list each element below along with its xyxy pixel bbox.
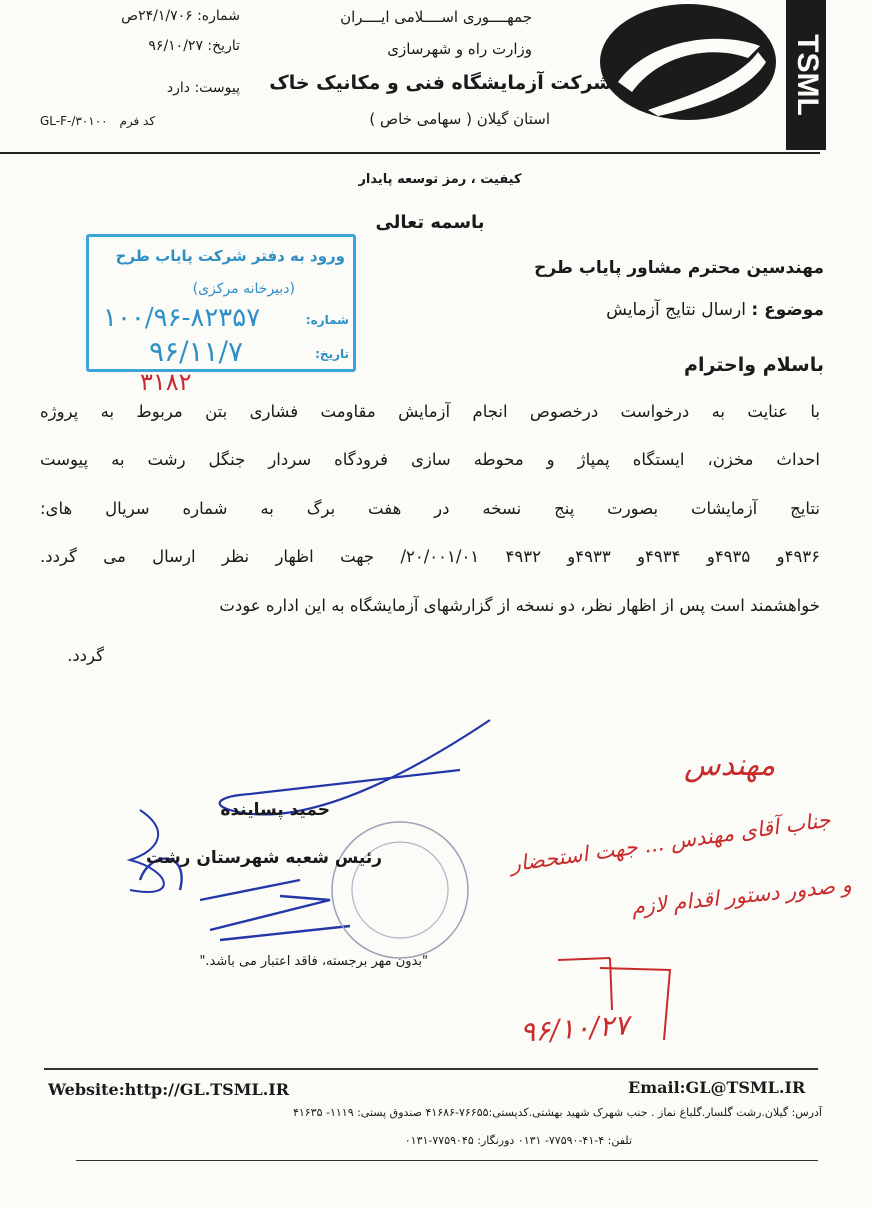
signer-title: رئیس شعبه شهرستان رشت — [145, 848, 382, 868]
stamp-line1: ورود به دفتر شرکت پایاب طرح — [115, 247, 345, 265]
subject-line — [606, 300, 824, 320]
footer-address: آدرس: گیلان.رشت گلسار.گلباغ نماز . جنب شهرک شهید بهشتی.کدپستی:۷۶۶۵۵-۴۱۶۸۶ صندوق پستی: ۱۱۱۹- ۴۱۶۳۵ — [292, 1106, 822, 1119]
header-province: استان گیلان ( سهامی خاص ) — [369, 110, 550, 128]
handwritten-note-3: و صدور دستور اقدام لازم — [630, 872, 853, 920]
footer-phone: تلفن: ۴-۴۱-۷۷۵۹۰- ۰۱۳۱ دورنگار: ۷۷۵۹۰۴۵-۰۱۳۱ — [404, 1134, 632, 1147]
footer-bottom-divider — [76, 1160, 818, 1161]
footer-divider — [44, 1068, 818, 1070]
greeting: باسلام واحترام — [684, 354, 824, 376]
bismillah: باسمه تعالی — [375, 212, 485, 233]
recipient: مهندسین محترم مشاور پایاب طرح — [534, 258, 824, 278]
body-line-5: خواهشمند است پس از اظهار نظر، دو نسخه از گزارشهای آزمایشگاه به این اداره عودت — [219, 596, 820, 615]
stamp-number-label: شماره: — [305, 313, 349, 327]
logo-text: TSML — [791, 34, 825, 116]
footer-email: Email:GL@TSML.IR — [628, 1078, 806, 1097]
handwritten-date: ۹۶/۱۰/۲۷ — [518, 1008, 631, 1049]
letter-attachment: پیوست: دارد — [166, 80, 240, 96]
stamp-line2: (دبیرخانه مرکزی) — [192, 281, 295, 297]
stamp-date-label: تاریخ: — [315, 347, 349, 361]
slogan: کیفیت ، رمز توسعه پایدار — [358, 172, 522, 187]
entry-stamp — [86, 234, 356, 372]
stamp-date-value: ۹۶/۱۱/۷ — [149, 335, 244, 368]
header-country: جمهــــوری اســــلامی ایــــران — [340, 8, 532, 26]
seal-note: "بدون مهر برجسته، فاقد اعتبار می باشد." — [199, 954, 428, 969]
stamp-number-value: ۱۰۰/۹۶-۸۲۳۵۷ — [103, 303, 261, 333]
letter-date: تاریخ: ۹۶/۱۰/۲۷ — [148, 38, 240, 54]
form-code — [40, 114, 240, 128]
handwritten-red-number: ۳۱۸۲ — [140, 368, 192, 396]
footer-website: Website:http://GL.TSML.IR — [48, 1080, 290, 1099]
header-ministry: وزارت راه و شهرسازی — [387, 40, 532, 58]
form-code-value: GL-F-/۳۰۱۰۰ — [40, 114, 108, 128]
handwritten-mark — [540, 950, 680, 1050]
body-line-1: با عنایت به درخواست درخصوص انجام آزمایش مقاومت فشاری بتن مربوط به پروژه — [40, 402, 820, 421]
letter-number: شماره: ۲۴/۱/۷۰۶ص — [121, 8, 240, 24]
body-line-4: ۴۹۳۶و ۴۹۳۵و ۴۹۳۴و ۴۹۳۳و ۴۹۳۲ ۲۰/۰۰۱/۰۱/ جهت اظهار نظر ارسال می گردد. — [40, 547, 821, 566]
signature-scribble — [100, 700, 520, 960]
form-code-label: کد فرم — [119, 114, 156, 128]
handwritten-note-2: جناب آقای مهندس ... جهت استحضار — [509, 807, 833, 877]
body-line-2: احداث مخزن، ایستگاه پمپاژ و محوطه سازی فرودگاه سردار جنگل رشت به پیوست — [40, 450, 820, 469]
header-divider — [0, 152, 820, 154]
handwritten-note-1: مهندس — [684, 748, 776, 783]
company-logo — [588, 0, 828, 150]
subject-text: ارسال نتایج آزمایش — [606, 300, 746, 320]
header-company: شرکت آزمایشگاه فنی و مکانیک خاک — [269, 72, 612, 94]
body-line-3: نتایج آزمایشات بصورت پنج نسخه در هفت برگ به شماره سریال های: — [40, 499, 820, 518]
signer-name: حمید پساینده — [220, 800, 330, 820]
body-line-6: گردد. — [67, 646, 104, 665]
subject-label: موضوع : — [751, 300, 824, 320]
